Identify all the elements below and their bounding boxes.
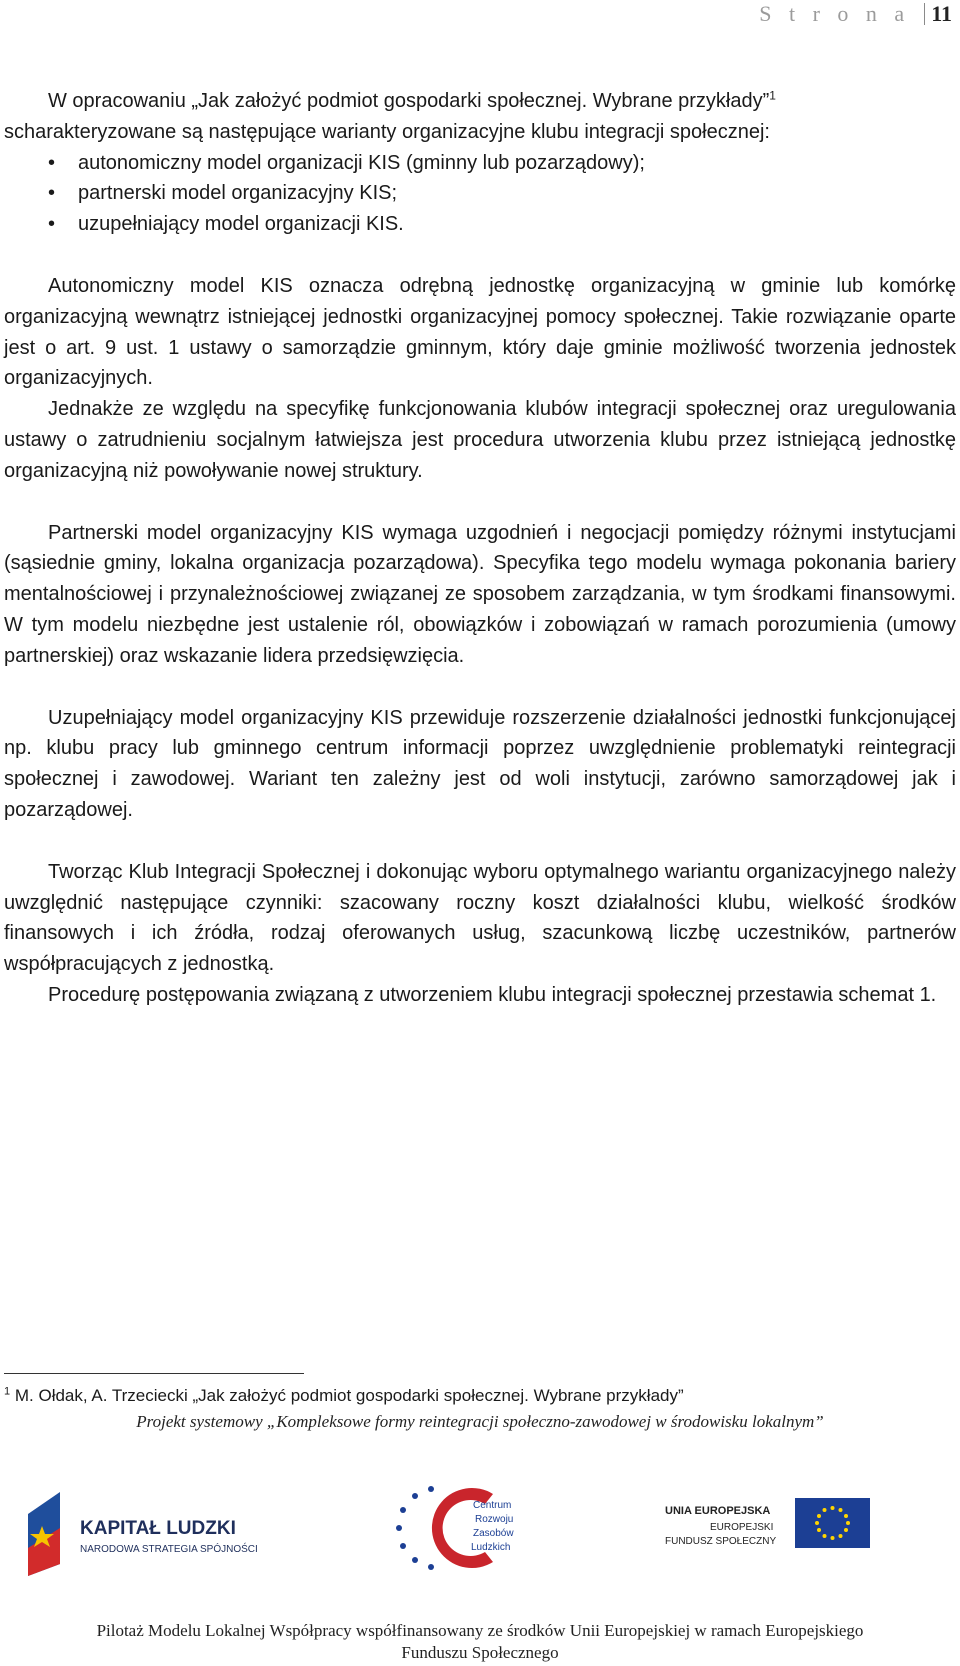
footnote bbox=[4, 1385, 684, 1407]
paragraph-however: Jednakże ze względu na specyfikę funkcjonowania klubów integracji społecznej oraz uregulowania ustawy o zatrudnieniu socjalnym łatwiejsza jest procedura utworzenia klubu przez istniejącą jednostkę organizacyjną niż powoływanie nowej struktury. bbox=[4, 398, 956, 482]
kl-subtitle: NARODOWA STRATEGIA SPÓJNOŚCI bbox=[80, 1544, 258, 1555]
paragraph-procedure: Procedurę postępowania związaną z utworzeniem klubu integracji społecznej przestawia schemat 1. bbox=[48, 983, 937, 1006]
intro-continuation: scharakteryzowane są następujące warianty organizacyjne klubu integracji społecznej: bbox=[4, 120, 770, 143]
list-item: • partnerski model organizacyjny KIS; bbox=[78, 178, 956, 209]
crzl-word-2: Rozwoju bbox=[475, 1514, 514, 1525]
intro-text: W opracowaniu „Jak założyć podmiot gospodarki społecznej. Wybrane przykłady” bbox=[48, 90, 770, 112]
page-number: 11 bbox=[931, 1, 952, 26]
header-divider bbox=[924, 3, 925, 25]
page-label: S t r o n a bbox=[759, 1, 911, 26]
eu-flag-icon bbox=[795, 1498, 870, 1548]
page-header bbox=[759, 0, 952, 28]
eu-line-1: UNIA EUROPEJSKA bbox=[665, 1505, 771, 1517]
star-ring-icon bbox=[396, 1486, 434, 1570]
footnote-text: M. Ołdak, A. Trzeciecki „Jak założyć podmiot gospodarki społecznej. Wybrane przykłady” bbox=[14, 1386, 684, 1405]
page-footer bbox=[0, 1620, 960, 1664]
crzl-logo bbox=[385, 1480, 555, 1575]
logo-bar bbox=[0, 1480, 960, 1600]
paragraph-creating-club: Tworząc Klub Integracji Społecznej i dokonując wyboru optymalnego wariantu organizacyjnego należy uwzględnić następujące czynniki: szacowany roczny koszt działalności klubu, wielkość środków finansowych i ich źródła, rodzaj oferowanych usług, szacunkową liczbę uczestników, partnerów współpracujących z jednostką. bbox=[4, 860, 956, 976]
footnote-number: 1 bbox=[4, 1385, 11, 1398]
list-item: • uzupełniający model organizacji KIS. bbox=[78, 209, 956, 240]
crzl-word-3: Zasobów bbox=[473, 1528, 514, 1539]
footnote-reference[interactable]: 1 bbox=[769, 88, 776, 103]
project-line: Projekt systemowy „Kompleksowe formy reintegracji społeczno-zawodowej w środowisku lokalnym” bbox=[136, 1412, 824, 1431]
crzl-word-4: Ludzkich bbox=[471, 1542, 511, 1553]
list-item: • autonomiczny model organizacji KIS (gminny lub pozarządowy); bbox=[78, 148, 956, 179]
paragraph-partner-model: Partnerski model organizacyjny KIS wymaga uzgodnień i negocjacji pomiędzy różnymi instytucjami (sąsiednie gminy, lokalna organizacja pozarządowa). Specyfika tego modelu wymaga pokonania bariery mentalnościowej i przynależnościowej związanej ze sposobem zarządzania, w tym środkami finansowymi. W tym modelu niezbędne jest ustalenie ról, obowiązków i zobowiązań w ramach porozumienia (umowy partnerskiej) oraz wskazanie lidera przedsięwzięcia. bbox=[4, 521, 956, 667]
paragraph-autonomous-model: Autonomiczny model KIS oznacza odrębną jednostkę organizacyjną w gminie lub komórkę organizacyjną wewnątrz istniejącej jednostki organizacyjnej pomocy społecznej. Takie rozwiązanie oparte jest o art. 9 ust. 1 ustawy o samorządzie gminnym, który daje gminie możliwość tworzenia jednostek organizacyjnych. bbox=[4, 274, 956, 390]
kl-title: KAPITAŁ LUDZKI bbox=[80, 1518, 236, 1539]
eu-line-2: EUROPEJSKI bbox=[710, 1522, 774, 1533]
eu-logo bbox=[665, 1498, 870, 1563]
footer-line-1: Pilotaż Modelu Lokalnej Współpracy współfinansowany ze środków Unii Europejskiej w ramach Europejskiego bbox=[96, 1621, 864, 1640]
page-body bbox=[4, 86, 956, 1011]
intro-paragraph bbox=[4, 86, 956, 117]
footer-line-2: Funduszu Społecznego bbox=[401, 1643, 559, 1662]
kapital-ludzki-logo bbox=[20, 1486, 260, 1576]
footnote-separator bbox=[4, 1373, 304, 1374]
paragraph-supplementary-model: Uzupełniający model organizacyjny KIS przewiduje rozszerzenie działalności jednostki funkcjonującej np. klubu pracy lub gminnego centrum informacji poprzez uwzględnienie problematyki reintegracji społecznej i zawodowej. Wariant ten zależny jest od woli instytucji, zarówno samorządowej jak i pozarządowej. bbox=[4, 706, 956, 821]
eu-line-3: FUNDUSZ SPOŁECZNY bbox=[665, 1536, 777, 1547]
crzl-word-1: Centrum bbox=[473, 1500, 512, 1511]
variant-list bbox=[4, 148, 956, 240]
